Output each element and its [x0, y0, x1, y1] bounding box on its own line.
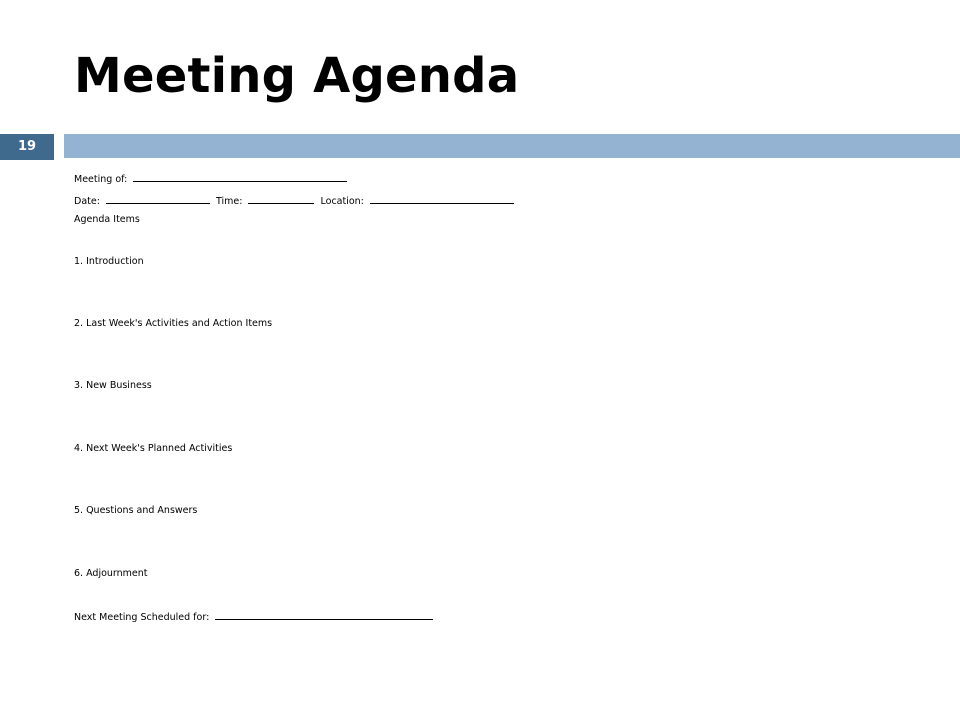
agenda-form	[74, 0, 874, 720]
time-blank	[248, 194, 314, 204]
agenda-item: 6. Adjournment	[74, 568, 148, 579]
time-label: Time:	[215, 196, 243, 207]
location-blank	[370, 194, 514, 204]
page-title: Meeting Agenda	[74, 48, 520, 104]
date-time-location-row	[74, 194, 517, 208]
agenda-item: 1. Introduction	[74, 256, 144, 267]
next-meeting-row	[74, 610, 436, 624]
agenda-item: 2. Last Week's Activities and Action Items	[74, 318, 273, 329]
date-label: Date:	[74, 196, 100, 207]
meeting-of-label: Meeting of:	[74, 174, 128, 185]
agenda-items-heading: Agenda Items	[74, 214, 140, 225]
date-blank	[106, 194, 210, 204]
meeting-of-blank	[133, 172, 347, 182]
next-meeting-label: Next Meeting Scheduled for:	[74, 612, 210, 623]
meeting-of-row	[74, 172, 350, 186]
agenda-item: 5. Questions and Answers	[74, 505, 198, 516]
agenda-item: 3. New Business	[74, 380, 152, 391]
agenda-item: 4. Next Week's Planned Activities	[74, 443, 233, 454]
slide-number-badge: 19	[0, 134, 54, 160]
next-meeting-blank	[215, 610, 433, 620]
location-label: Location:	[320, 196, 364, 207]
